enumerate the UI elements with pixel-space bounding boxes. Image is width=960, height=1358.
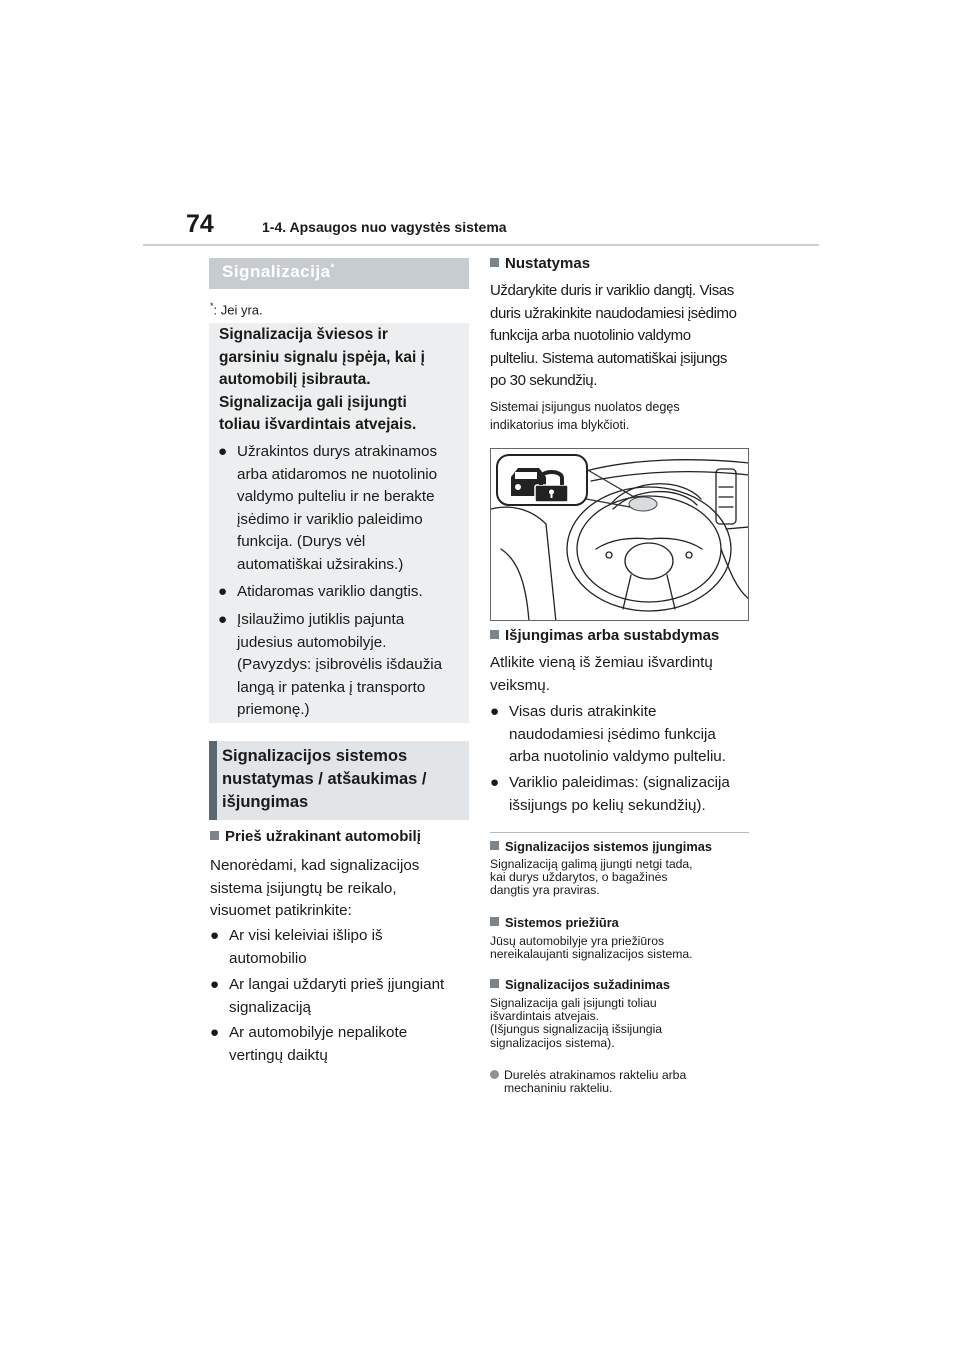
setting-note: Sistemai įsijungus nuolatos degęs indikatorius ima blykčioti. <box>490 400 680 432</box>
chapter-title: 1-4. Apsaugos nuo vagystės sistema <box>262 219 507 235</box>
square-bullet-icon <box>490 979 499 988</box>
bullet-icon: ● <box>218 583 228 600</box>
notes-divider <box>490 832 749 833</box>
note-title: Signalizacijos sistemos įjungimas <box>490 839 712 854</box>
bullet-icon: ● <box>210 976 220 993</box>
circle-bullet-icon <box>490 1070 499 1079</box>
subheading-setting: Nustatymas <box>490 255 590 272</box>
note-text: Signalizacija gali įsijungti toliau išvardintais atvejais. (Išjungus signalizaciją išsijungia signalizacijos sistema). <box>490 996 663 1050</box>
note-title: Sistemos priežiūra <box>490 915 619 930</box>
bullet-icon: ● <box>490 703 500 720</box>
bullet-icon: ● <box>210 1024 220 1041</box>
header-rule <box>143 244 819 246</box>
note-title: Signalizacijos sužadinimas <box>490 977 670 992</box>
before-lock-text: Nenorėdami, kad signalizacijos sistema įsijungtų be reikalo, visuomet patikrinkite: <box>210 857 420 919</box>
turn-off-text: Atlikite vieną iš žemiau išvardintų veiksmų. <box>490 654 713 694</box>
note-text: Jūsų automobilyje yra priežiūros nereikalaujanti signalizacijos sistema. <box>490 934 693 962</box>
intro-text: Signalizacija šviesos ir garsiniu signalu įspėja, kai į automobilį įsibrauta. Signalizacija gali įsijungti toliau išvardintais atvejais. <box>219 326 425 433</box>
setting-text: Uždarykite duris ir variklio dangtį. Visas duris užrakinkite naudodamiesi įsėdimo funkcija arba nuotolinio valdymo pulteliu. Sistema automatiškai įsijungs po 30 sekundžių. <box>490 282 737 389</box>
subheading-before-lock: Prieš užrakinant automobilį <box>210 828 421 845</box>
footnote: *: Jei yra. <box>210 301 263 318</box>
circle-note: Durelės atrakinamos rakteliu arba mechaniniu rakteliu. <box>490 1069 686 1095</box>
bullet-icon: ● <box>218 611 228 628</box>
square-bullet-icon <box>490 841 499 850</box>
section-title: Signalizacija* <box>222 262 335 281</box>
section-heading-accent <box>209 741 217 820</box>
square-bullet-icon <box>490 258 499 267</box>
bullet-icon: ● <box>490 774 500 791</box>
bullet-icon: ● <box>210 927 220 944</box>
bullet-icon: ● <box>218 443 228 460</box>
section-heading: Signalizacijos sistemos nustatymas / atšaukimas / išjungimas <box>222 747 427 811</box>
page-number: 74 <box>186 210 214 238</box>
note-text: Signalizaciją galimą įjungti netgi tada, kai durys uždarytos, o bagažinės dangtis yra praviras. <box>490 857 693 898</box>
square-bullet-icon <box>490 917 499 926</box>
dashboard-illustration <box>490 448 749 621</box>
square-bullet-icon <box>490 630 499 639</box>
square-bullet-icon <box>210 831 219 840</box>
dashboard-drawing <box>491 449 749 621</box>
subheading-turn-off: Išjungimas arba sustabdymas <box>490 627 719 644</box>
